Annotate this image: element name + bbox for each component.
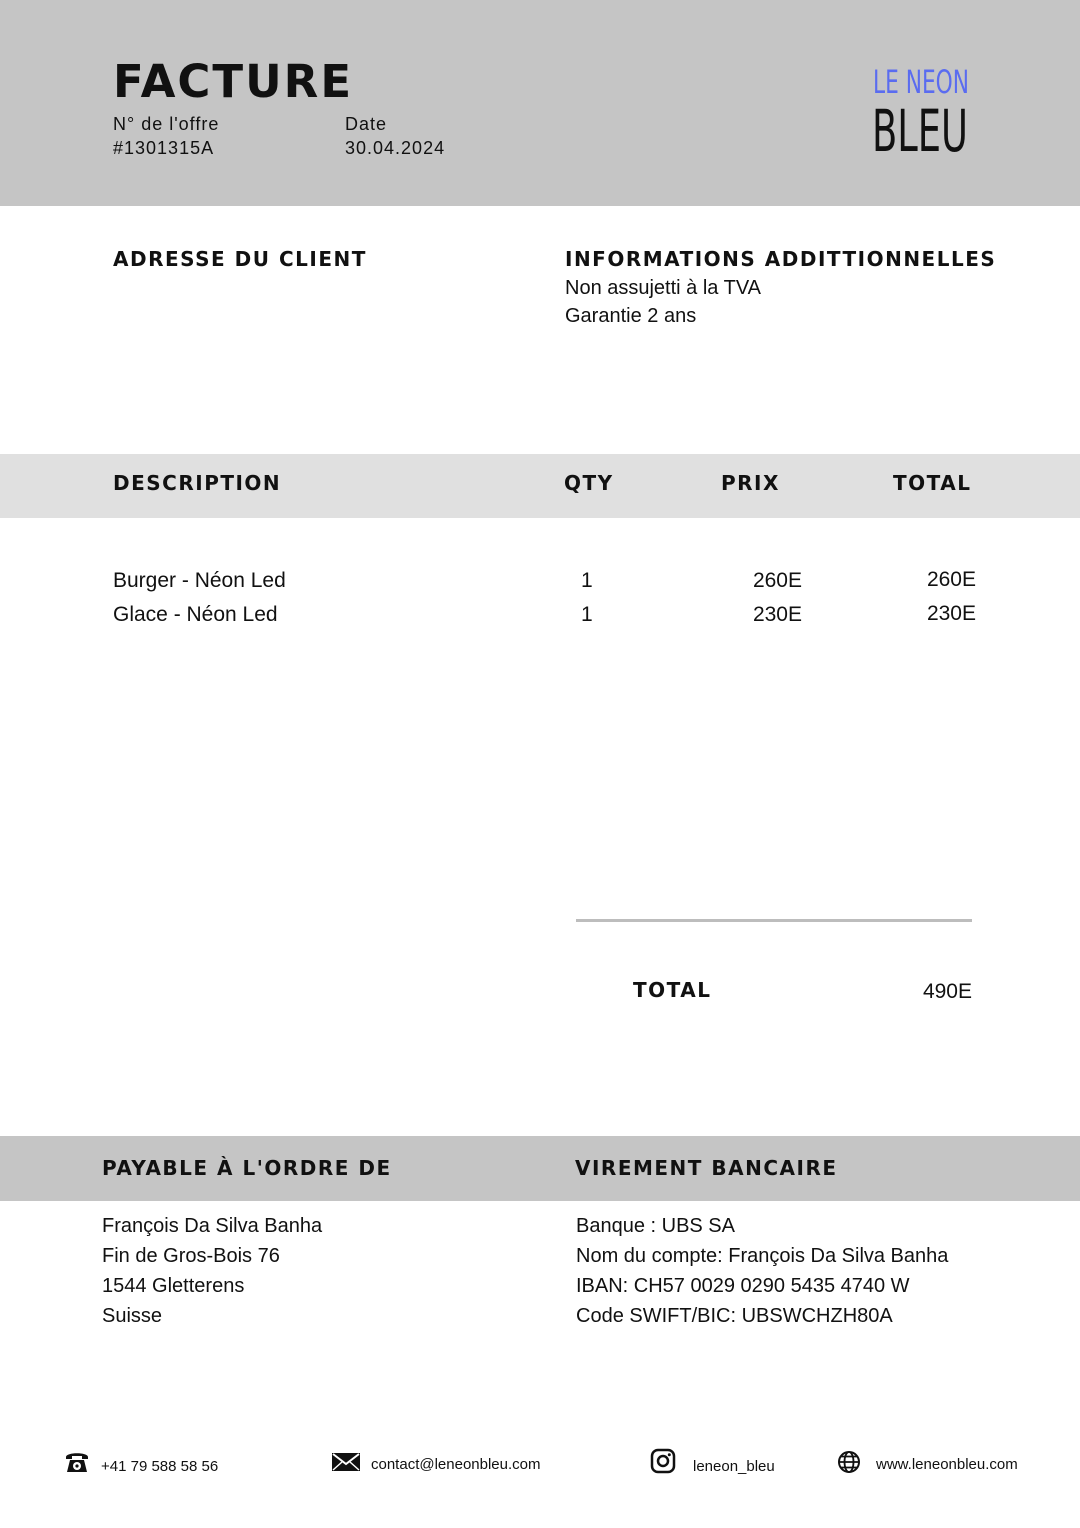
- brand-logo: [860, 60, 980, 165]
- bank-name: Banque : UBS SA: [576, 1215, 735, 1237]
- info-warranty: Garantie 2 ans: [565, 305, 697, 327]
- payable-heading: PAYABLE À L'ORDRE DE: [102, 1156, 392, 1180]
- bank-transfer-heading: VIREMENT BANCAIRE: [575, 1156, 838, 1180]
- footer-instagram[interactable]: leneon_bleu: [693, 1458, 775, 1475]
- invoice-title: FACTURE: [113, 55, 354, 108]
- row-total: 260E: [926, 568, 976, 591]
- column-description: DESCRIPTION: [113, 471, 282, 495]
- column-price: PRIX: [721, 471, 780, 495]
- swift-bic: Code SWIFT/BIC: UBSWCHZH80A: [576, 1305, 893, 1327]
- client-address-heading: ADRESSE DU CLIENT: [113, 247, 367, 271]
- row-description: Burger - Néon Led: [113, 569, 286, 592]
- row-total: 230E: [926, 602, 976, 625]
- column-qty: QTY: [564, 471, 614, 495]
- footer-website[interactable]: www.leneonbleu.com: [876, 1456, 1018, 1473]
- payee-street: Fin de Gros-Bois 76: [102, 1245, 280, 1267]
- payee-city: 1544 Gletterens: [102, 1275, 245, 1297]
- payee-name: François Da Silva Banha: [102, 1215, 323, 1237]
- logo-line2: BLEU: [872, 97, 968, 165]
- info-vat: Non assujetti à la TVA: [565, 277, 762, 299]
- total-divider: [576, 919, 972, 922]
- instagram-icon: [650, 1448, 676, 1474]
- row-qty: 1: [581, 569, 593, 592]
- offer-number-label: N° de l'offre: [113, 114, 220, 134]
- globe-icon: [837, 1450, 861, 1474]
- footer-email[interactable]: contact@leneonbleu.com: [371, 1456, 541, 1473]
- row-description: Glace - Néon Led: [113, 603, 278, 626]
- footer-phone[interactable]: +41 79 588 58 56: [101, 1458, 219, 1475]
- row-qty: 1: [581, 603, 593, 626]
- account-name: Nom du compte: François Da Silva Banha: [576, 1245, 949, 1267]
- iban: IBAN: CH57 0029 0290 5435 4740 W: [576, 1275, 910, 1297]
- date-value: 30.04.2024: [345, 138, 446, 158]
- date-label: Date: [345, 114, 388, 134]
- row-price: 230E: [752, 603, 802, 626]
- column-total: TOTAL: [893, 471, 972, 495]
- phone-icon: [64, 1448, 90, 1474]
- payee-country: Suisse: [102, 1305, 163, 1327]
- offer-number: #1301315A: [113, 138, 215, 158]
- additional-info-heading: INFORMATIONS ADDITTIONNELLES: [565, 247, 997, 271]
- grand-total-value: 490E: [922, 980, 972, 1003]
- mail-icon: [331, 1451, 361, 1473]
- row-price: 260E: [752, 569, 802, 592]
- grand-total-label: TOTAL: [633, 978, 712, 1002]
- logo-line1: LE NEON: [873, 63, 969, 101]
